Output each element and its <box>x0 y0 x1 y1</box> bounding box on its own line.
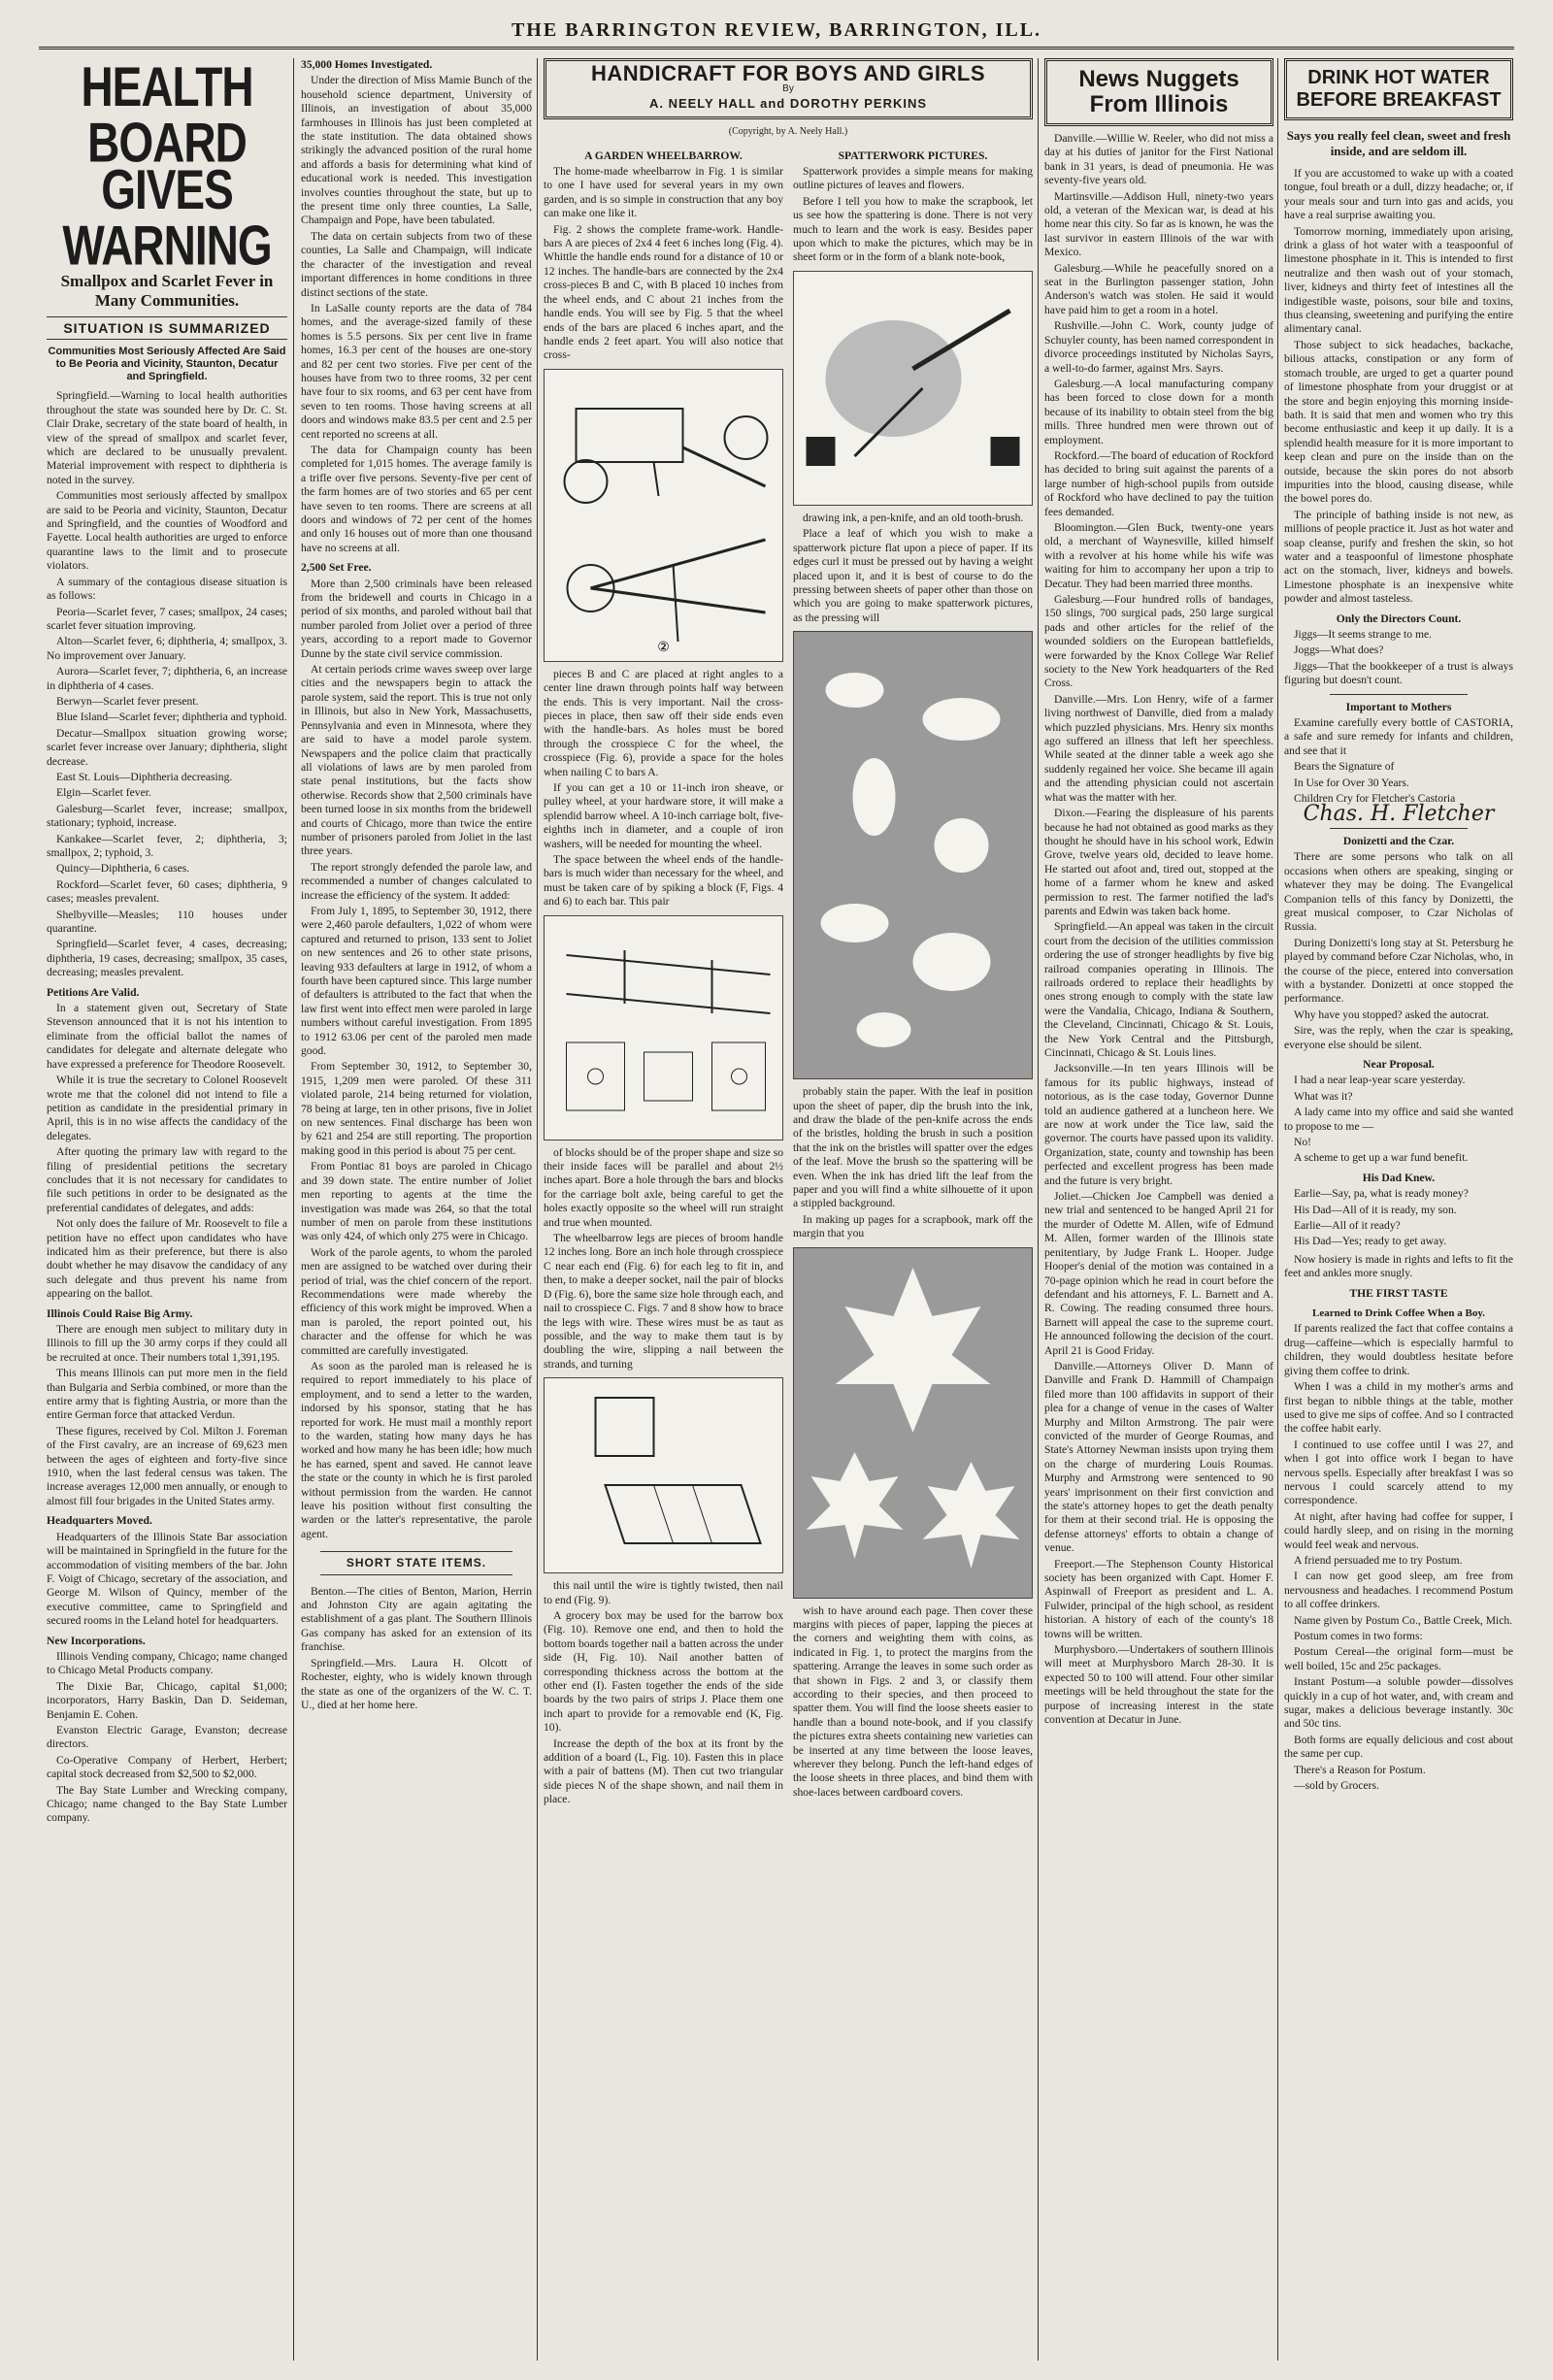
first-taste-dek: Learned to Drink Coffee When a Boy. <box>1312 1307 1485 1320</box>
paragraph: Fig. 2 shows the complete frame-work. Handle-bars A are pieces of 2x4 4 feet 6 inches long (Fig. 4). Whittle the handle ends round for a distance of 10 or 12 inches. The handle-bars are connected by the 2x4 cross-pieces B and C, with B placed 10 inches from the wheel ends, and C about 21 inches from the handle ends. You will see by Fig. 5 that the wheel ends of the bars are placed 6 inches apart, and the handle ends 2 feet apart. You will also notice that cross- <box>544 222 783 362</box>
paragraph: Instant Postum—a soluble powder—dissolves quickly in a cup of hot water, and, with cream and sugar, makes a delicious beverage instantly. 30c and 50c tins. <box>1284 1675 1513 1731</box>
paragraph: Place a leaf of which you wish to make a spatterwork picture flat upon a piece of paper. If its edges curl it must be pressed out by having a weight placed upon it, and it is best of course to do the pressing between sheets of paper other than those on which you are going to make spatterwork pictures, as the pressing will <box>793 527 1033 624</box>
column-rule <box>1038 58 1039 2361</box>
paragraph: The data on certain subjects from two of these counties, La Salle and Champaign, will indicate the character of the investigation and reveal important differences in home conditions in three distinct sections of the state. <box>301 229 532 299</box>
paragraph: Quincy—Diphtheria, 6 cases. <box>56 862 190 876</box>
paragraph: I can now get good sleep, am free from nervousness and headaches. I recommend Postum to all coffee drinkers. <box>1284 1570 1513 1611</box>
paragraph: More than 2,500 criminals have been released from the bridewell and courts in Chicago in a period of six months, and paroled without bail that number paroled from Joliet over a period of three years, according to a report made to Governor Dunne by the state civil service commission. <box>301 577 532 660</box>
paragraph: Spatterwork provides a simple means for making outline pictures of leaves and flowers. <box>793 165 1033 192</box>
paragraph: No! <box>1294 1136 1312 1148</box>
paragraph: The wheelbarrow legs are pieces of broom handle 12 inches long. Bore an inch hole through crosspiece C near each end (Fig. 6) for each leg to fit in, and then, to make a deeper socket, nail the pair of blocks D (Fig. 6), bore the same size hole through each, and nail to crosspiece C. Figs. 7 and 8 show how to brace the legs with wire. These wires must be as taut as possible, and the way to make them taut is by doubling the wire, slipping a nail between the strands, and turning <box>544 1232 783 1371</box>
paragraph: I had a near leap-year scare yesterday. <box>1294 1074 1466 1087</box>
column-health-board <box>47 58 287 2361</box>
paragraph: Alton—Scarlet fever, 6; diphtheria, 4; smallpox, 3. No improvement over January. <box>47 635 287 662</box>
handicraft-by: By <box>782 83 794 95</box>
paragraph: If you can get a 10 or 11-inch iron sheave, or pulley wheel, at your hardware store, it will make a splendid barrow wheel. A 10-inch carriage bolt, five-eighths inch in diameter, and a couple of iron washers, will be needed for mounting the wheel. <box>544 780 783 850</box>
article-body <box>1284 1074 1513 1165</box>
article-body <box>47 1650 287 1826</box>
paragraph: There's a Reason for Postum. <box>1294 1763 1426 1776</box>
article-body <box>1284 1187 1513 1249</box>
paragraph: There are enough men subject to military duty in Illinois to fill up the 30 army corps if they could all be recruited at once. Their numbers total 1,391,195. <box>47 1323 287 1364</box>
article-body <box>1284 628 1513 688</box>
paragraph: Children Cry for Fletcher's Castoria <box>1294 792 1456 806</box>
paragraph: This means Illinois can put more men in the field than Bulgaria and Serbia combined, or more than the entire army that is fighting Austria, or more than the entire German force that attacked Verdun. <box>47 1367 287 1422</box>
paragraph: Increase the depth of the box at its front by the addition of a board (L, Fig. 10). Fasten this in place with a pair of battens (M). Then cut two triangular side pieces N of the shape shown, and nail them in place. <box>544 1736 783 1806</box>
paragraph: When I was a child in my mother's arms and first began to nibble things at the table, mother used to give me sips of coffee. And so I contracted the coffee habit early. <box>1284 1380 1513 1436</box>
paragraph: Tomorrow morning, immediately upon arising, drink a glass of hot water with a teaspoonful of limestone phosphate in it. This is intended to first neutralize and then wash out of your stomach, liver, kidneys and thirty feet of intestines all the indigestible waste, poisons, sour bile and toxins, thus cleansing, sweetening and purifying the entire alimentary canal. <box>1284 224 1513 336</box>
paragraph: Rockford.—The board of education of Rockford has decided to bring suit against the parents of a large number of high-school pupils from outside of Rockford who have declined to pay the tuition fees demanded. <box>1044 448 1273 518</box>
paragraph: In a statement given out, Secretary of State Stevenson announced that it is not his intention to eliminate from the official ballot the names of candidates for delegate and alternate delegate who have expressed a preference for Theodore Roosevelt. <box>47 1002 287 1071</box>
paragraph: His Dad—Yes; ready to get away. <box>1294 1235 1447 1248</box>
paragraph: The report strongly defended the parole law, and recommended a number of changes calculated to increase the efficiency of the system. It added: <box>301 860 532 902</box>
column-drink-hot-water <box>1284 58 1513 2361</box>
handicraft-authors: A. NEELY HALL and DOROTHY PERKINS <box>648 95 928 111</box>
article-body <box>1284 167 1513 607</box>
paragraph: Communities most seriously affected by smallpox are said to be Peoria and vicinity, Staunton, Decatur and Springfield, and the counties of Woodford and Fayette. Local health authorities are urged to enforce quarantine laws to the limit and to prosecute violators. <box>47 489 287 573</box>
paragraph: Those subject to sick headaches, backache, bilious attacks, constipation or any form of stomach trouble, are urged to get a quarter pound of limestone phosphate from your druggist or at the store and begin enjoying this morning inside-bath. It is said that men and women who try this become enthusiastic and keep it up daily. It is a splendid health measure for it is more important to keep clean and pure on the inside than on the outside, because the skin pores do not absorb impurities into the blood, causing disease, while the bowel pores do. <box>1284 338 1513 506</box>
paragraph: In LaSalle county reports are the data of 784 homes, and the average-sized family of these homes is 5.5 persons. Six per cent live in frame homes, 16.3 per cent of the houses are one-story and 82 per cent two stories. Five per cent of the houses have from two to three rooms, 32 per cent have four to six rooms, and 63 per cent have from seven to ten rooms. Those having screens at all doors and windows make 83.5 per cent and 2.5 per cent reported no screens at all. <box>301 301 532 441</box>
drink-dek: Says you really feel clean, sweet and fresh inside, and are seldom ill. <box>1286 128 1511 158</box>
paragraph: Jiggs—It seems strange to me. <box>1294 628 1433 641</box>
paragraph: Peoria—Scarlet fever, 7 cases; smallpox, 24 cases; scarlet fever situation improving. <box>47 605 287 632</box>
paragraph: A grocery box may be used for the barrow box (Fig. 10). Remove one end, and then to hold the bottom boards together nail a batten across the under side (H, Fig. 10). Nail another batten of corresponding thickness across the bottom at the other end (I). Fasten together the ends of the side boards by the two pairs of strips J. Place them one inch apart to provide for a removable end (K, Fig. 10). <box>544 1608 783 1735</box>
paragraph: His Dad—All of it is ready, my son. <box>1294 1203 1457 1216</box>
paragraph: The Bay State Lumber and Wrecking company, Chicago; name changed to the Bay State Lumber company. <box>47 1783 287 1825</box>
paragraph: Examine carefully every bottle of CASTORIA, a safe and sure remedy for infants and children, and see that it <box>1284 716 1513 757</box>
paragraph: drawing ink, a pen-knife, and an old tooth-brush. <box>803 511 1024 524</box>
paragraph: In Use for Over 30 Years. <box>1294 776 1409 789</box>
column-news-nuggets <box>1044 58 1273 2361</box>
article-body <box>544 1579 783 1807</box>
column-rule <box>1277 58 1278 2361</box>
article-body <box>47 1323 287 1508</box>
drink-title-line-1: DRINK HOT WATER <box>1307 67 1490 88</box>
paragraph: Co-Operative Company of Herbert, Herbert; capital stock decreased from $2,500 to $2,000. <box>47 1753 287 1781</box>
paragraph: East St. Louis—Diphtheria decreasing. <box>56 770 233 783</box>
paragraph: Both forms are equally delicious and cost about the same per cup. <box>1284 1733 1513 1761</box>
barrow-box-figure <box>544 1377 783 1573</box>
wheelbarrow-article <box>544 144 783 1809</box>
paragraph: Kankakee—Scarlet fever, 2; diphtheria, 3; smallpox, 2; typhoid, 3. <box>47 832 287 859</box>
article-body <box>793 512 1033 625</box>
paragraph: Berwyn—Scarlet fever present. <box>56 694 199 708</box>
column-rule <box>293 58 294 2361</box>
paragraph: Blue Island—Scarlet fever; diphtheria and typhoid. <box>56 711 287 724</box>
drink-title-line-2: BEFORE BREAKFAST <box>1296 89 1502 111</box>
paragraph: pieces B and C are placed at right angles to a center line drawn through points half way between the ends. This is very important. Nail the cross-pieces in place, then saw off their side ends even with the handle-bars. As holes must be bored through the crosspiece C for the wheel, the crosspiece (Fig. 6), provide a space for the holes when nailing C to bars A. <box>544 667 783 778</box>
paragraph: If you are accustomed to wake up with a coated tongue, foul breath or a dull, dizzy headache; or, if your meals sour and turn into gas and acids, you have a real surprise awaiting you. <box>1284 167 1513 222</box>
paragraph: There are some persons who talk on all occasions when others are speaking, singing or whatever they may be doing. The Evangelical Companion tells of this fancy by Donizetti, the great musical composer, to Czar Nicholas of Russia. <box>1284 850 1513 934</box>
paragraph: While it is true the secretary to Colonel Roosevelt wrote me that the colonel did not intend to file a petition as candidate in the presidential primary in April, this is in no wise affects the candidacy of the delegates. <box>47 1074 287 1142</box>
subhead-directors: Only the Directors Count. <box>1336 612 1462 625</box>
handicraft-title: HANDICRAFT FOR BOYS AND GIRLS <box>590 61 985 85</box>
headline-banner: SITUATION IS SUMMARIZED <box>47 316 287 340</box>
paragraph: Rockford—Scarlet fever, 60 cases; diphtheria, 9 cases; measles prevalent. <box>47 877 287 906</box>
divider <box>1330 694 1468 695</box>
article-body <box>544 668 783 909</box>
paragraph: Benton.—The cities of Benton, Marion, Herrin and Johnston City are again agitating the establishment of a gas plant. The Southern Illinois Gas company has asked for an extension of its franchise. <box>301 1584 532 1654</box>
paragraph: I continued to use coffee until I was 27, and when I got into office work I began to have nervous spells. Especially after breakfast I was so nervous I could scarcely attend to my correspondence. <box>1284 1438 1513 1507</box>
paragraph: Springfield.—Warning to local health authorities throughout the state was sounded here by Dr. C. St. Clair Drake, secretary of the state board of health, in view of the spread of smallpox and scarlet fever, which are declared to be unusually prevalent. Material improvement with respect to diphtheria is noted in the survey. <box>47 389 287 486</box>
paragraph: Earlie—All of it ready? <box>1294 1219 1401 1233</box>
paragraph: Why have you stopped? asked the autocrat. <box>1294 1008 1490 1021</box>
subhead-short-items: SHORT STATE ITEMS. <box>320 1551 512 1574</box>
subhead-petitions: Petitions Are Valid. <box>47 985 140 999</box>
spatterwork-article <box>793 144 1033 1809</box>
paragraph: Not only does the failure of Mr. Roosevelt to file a petition have no effect upon candidates who have indicated him as their preference, but there is also doubt whether he may disavow the candidacy of any such delegate and thus prevent his name from appearing on the ballot. <box>47 1217 287 1301</box>
spatterwork-figure-2 <box>793 631 1033 1079</box>
paragraph: During Donizetti's long stay at St. Petersburg he played by command before Czar Nicholas, who, in the course of the piece, entered into conversation with a bystander. Donizetti at once stopped the performance. <box>1284 936 1513 1006</box>
column-handicraft <box>544 58 1033 2361</box>
paragraph: this nail until the wire is tightly twisted, then nail to end (Fig. 9). <box>544 1579 783 1606</box>
paragraph: Danville.—Willie W. Reeler, who did not miss a day at his duties of janitor for the First National bank in 31 years, is dead of pneumonia. He was seventy-five years old. <box>1044 132 1273 187</box>
paragraph: Sire, was the reply, when the czar is speaking, everyone else should be silent. <box>1284 1024 1513 1051</box>
paragraph: Galesburg.—A local manufacturing company has been forced to close down for a month because of its inability to obtain steel from the big mills. Three hundred men were thrown out of employment. <box>1044 377 1273 446</box>
paragraph: Springfield.—An appeal was taken in the circuit court from the decision of the utilities commission ordering the use of stronger headlights by five big railroad companies operating in Illinois. The railroads ordered to replace their headlights by ones strong enough to comply with the state law were the Vandalia, Chicago, Indiana & Southern, the Cleveland, Cincinnati, Chicago & St. Louis, the New York Central and the Pittsburgh, Cincinnati, Chicago & St. Louis lines. <box>1044 920 1273 1059</box>
spatterwork-title: SPATTERWORK PICTURES. <box>838 149 988 162</box>
paragraph: At night, after having had coffee for supper, I could hardly sleep, and on rising in the morning would feel weak and nervous. <box>1284 1509 1513 1551</box>
subhead-dad: His Dad Knew. <box>1362 1171 1436 1184</box>
paragraph: Danville.—Attorneys Oliver D. Mann of Danville and Frank D. Hammill of Champaign filed more than 100 affidavits in support of their plea for a change of venue in the cases of Walter Murphy and Milton Armstrong. The pair were convicted of the murder of George Roumas, and State's Attorney Newman insists upon trying them on the charge of murdering Louis Roumas. Murphy and Armstrong were sentenced to 90 years' imprisonment on their first conviction and the state's attorney hopes to get the death penalty for them at their second trial. He is opposing the defense attorneys' efforts to obtain a change of venue. <box>1044 1359 1273 1555</box>
paragraph: These figures, received by Col. Milton J. Foreman of the First cavalry, are an increase of 69,623 men between the ages of eighteen and forty-five since 1910, when the last federal census was taken. The increase averages 12,000 men annually, or enough to almost fill four brigades in the United States army. <box>47 1424 287 1507</box>
article-body <box>1044 132 1273 1728</box>
paragraph: The home-made wheelbarrow in Fig. 1 is similar to one I have used for several years in my own garden, and is so simple in construction that any boy can make one like it. <box>544 165 783 220</box>
paragraph: Dixon.—Fearing the displeasure of his parents because he had not obtained as good marks as they thought he should have in his school work, Edwin Grove, twelve years old, decided to leave home. He started out afoot and, tired out, stopped at the home of a farmer whom he knew and asked permission to rest. The farmer notified the lad's parents and Edwin was taken back home. <box>1044 807 1273 917</box>
article-body <box>301 74 532 555</box>
paragraph: Earlie—Say, pa, what is ready money? <box>1294 1187 1469 1201</box>
paragraph: The space between the wheel ends of the handle-bars is much wider than necessary for the wheel, and must be taken care of by spiking a block (F, Figs. 4 and 6) to each bar. This pair <box>544 853 783 909</box>
subhead-mothers: Important to Mothers <box>1345 700 1452 713</box>
paragraph: Postum Cereal—the original form—must be well boiled, 15c and 25c packages. <box>1284 1645 1513 1672</box>
paragraph: The Dixie Bar, Chicago, capital $1,000; incorporators, Harry Baskin, Dan D. Seideman, Benjamin E. Cohen. <box>47 1679 287 1721</box>
paragraph: Martinsville.—Addison Hull, ninety-two years old, a veteran of the Mexican war, is dead at his home near this city. So far as is known, he was the last survivor in eastern Illinois of the war with Mexico. <box>1044 189 1273 259</box>
leaf-silhouettes <box>794 632 1032 1078</box>
subhead-incorporations: New Incorporations. <box>47 1634 146 1647</box>
paragraph: Elgin—Scarlet fever. <box>56 786 151 800</box>
divider <box>1330 828 1468 829</box>
wheelbarrow-title: A GARDEN WHEELBARROW. <box>584 149 743 162</box>
svg-text:②: ② <box>657 638 670 654</box>
paragraph: of blocks should be of the proper shape and size so their inside faces will be parallel and about 2½ inches apart. Bore a hole through the bars and blocks for the carriage bolt axle, being careful to get the holes exactly opposite so the wheel will run straight and true when mounted. <box>544 1145 783 1229</box>
drink-title-box <box>1284 58 1513 120</box>
column-homes-investigated <box>301 58 532 2361</box>
paragraph: As soon as the paroled man is released he is required to report immediately to his place of employment, and to send a letter to the warden, indorsed by his sponsor, stating that he has reported for work. He must mail a monthly report to the warden, stating how many days he has worked and how many he has been idle; how much he has earned, spent and saved. He cannot leave the state or the county in which he is first paroled without permission from the warden. He cannot leave his position without first consulting the warden or the latter's representative, the parole agent. <box>301 1359 532 1540</box>
paragraph: Springfield—Scarlet fever, 4 cases, decreasing; diphtheria, 19 cases, decreasing; smallpox, 35 cases, decreasing; measles prevalent. <box>47 938 287 979</box>
paragraph: —sold by Grocers. <box>1294 1779 1379 1793</box>
paragraph: Bears the Signature of <box>1294 760 1395 774</box>
subhead-proposal: Near Proposal. <box>1363 1057 1435 1071</box>
paragraph: At certain periods crime waves sweep over large cities and the newspapers begin to attack the parole system, said the report. This is true not only in Illinois, but also in New York, Massachusetts, Pennsylvania and even in Minnesota, where they are said to have a model parole system. Newspapers and the police claim that practically all violations of laws are by men paroled from state penal institutions, but the facts show otherwise. Records show that 2,500 criminals have been turned loose in six months from the bridewell and courts of Chicago, more than twice the entire number of prisoners paroled from Joliet in the last three years. <box>301 663 532 858</box>
paragraph: From Pontiac 81 boys are paroled in Chicago and 39 down state. The entire number of Joliet men reporting to agents at the time the investigation was made was 264, so that the total number of men on parole from these institutions was only 424, of which only 275 were in Chicago. <box>301 1160 532 1243</box>
paragraph: Headquarters of the Illinois State Bar association will be maintained in Springfield in the future for the accommodation of visiting members of the bar. John F. Voigt of Chicago, secretary of the association, and George M. Wilson of Quincy, member of the executive committee, came to Springfield and secured rooms in the Leland hotel for headquarters. <box>47 1530 287 1628</box>
article-body <box>793 165 1033 265</box>
paragraph: Joliet.—Chicken Joe Campbell was denied a new trial and sentenced to be hanged April 21 for the murder of Odette M. Allen, wife of Edmund M. Allen, former warden of the Illinois state penitentiary, by Judge Frank L. Hooper. Judge Hooper's denial of the motion was contained in a 70-page opinion which he read in court before the defendant and his attorneys, F. L. Barnett and A. R. Cowing. The reading consumed three hours. Barnett will appeal the case to the supreme court. He announced following the decision of the court. April 21 is Good Friday. <box>1044 1190 1273 1357</box>
headline-subdek: Communities Most Seriously Affected Are Said to Be Peoria and Vicinity, Staunton, Decatur and Springfield. <box>48 346 286 383</box>
paragraph: Jiggs—That the bookkeeper of a trust is always figuring but doesn't count. <box>1284 659 1513 687</box>
paragraph: Work of the parole agents, to whom the paroled men are assigned to be watched over during their period of trial, was the chief concern of the report. Recommendations were made whereby the efficiency of this work might be improved. When a man is paroled, the report pointed out, his character and the offense for which he was committed are carefully investigated. <box>301 1245 532 1357</box>
subhead-homes: 35,000 Homes Investigated. <box>301 58 433 71</box>
subhead-donizetti: Donizetti and the Czar. <box>1342 834 1455 847</box>
copyright-line: (Copyright, by A. Neely Hall.) <box>728 126 848 138</box>
article-body <box>301 1585 532 1713</box>
paragraph: Aurora—Scarlet fever, 7; diphtheria, 6, an increase in diphtheria of 4 cases. <box>47 665 287 692</box>
spatter-brush-illustration <box>794 272 1032 505</box>
paragraph: After quoting the primary law with regard to the filing of presidential petitions the secretary concludes that it is not necessary for candidates to file such petitions in order to be designated as the preferential candidates of delegates, and adds: <box>47 1145 287 1214</box>
paragraph: Galesburg.—While he peacefully snored on a seat in the Burlington passenger station, John Anderson's watch was stolen. He said it would have paid him to get a room in a hotel. <box>1044 261 1273 316</box>
masthead: THE BARRINGTON REVIEW, BARRINGTON, ILL. <box>39 14 1514 50</box>
paragraph: Bloomington.—Glen Buck, twenty-one years old, a merchant of Waynesville, killed himself with a revolver at his home while his wife was waiting for him to accompany her upon a trip to Decatur. They had been married three months. <box>1044 520 1273 590</box>
paragraph: wish to have around each page. Then cover these margins with pieces of paper, lapping the pieces at the corners and weighting them with coins, as indicated in Fig. 1, to protect the margins from the spattering. Arrange the leaves in some such order as that shown in Figs. 2 and 3, or classify them according to their species, and then proceed to spatter them. You will find the loose sheets easier to handle than a bound note-book, and if you classify the pictures extra sheets containing new varieties can be inserted at any time between the loose leaves, wherever they belong. Punch the left-hand edges of the loose sheets in three places, and bind them with shoe-laces between cardboard covers. <box>793 1603 1033 1799</box>
spatterwork-figure-3 <box>793 1247 1033 1599</box>
paragraph: Joggs—What does? <box>1294 644 1384 657</box>
spatterwork-figure-1 <box>793 271 1033 506</box>
article-body <box>47 389 287 979</box>
paragraph: Evanston Electric Garage, Evanston; decrease directors. <box>47 1723 287 1751</box>
nuggets-title-line-2: From Illinois <box>1089 91 1229 117</box>
headline-line-2: GIVES WARNING <box>62 157 272 277</box>
paragraph: If parents realized the fact that coffee contains a drug—caffeine—which is especially harmful to children, they would doubtless hesitate before giving them coffee to drink. <box>1284 1322 1513 1377</box>
paragraph: Under the direction of Miss Mamie Bunch of the household science department, University of Illinois, an investigation of about 35,000 farmhouses in Illinois has just been completed at the state institution. The data obtained shows strikingly the advanced position of the rural home and affords a basis for determining what kind of educational work is needed. This investigation involves counties throughout the state, but up to the present time only three counties, La Salle, Champaign and Pope, have been tabulated. <box>301 74 532 227</box>
column-rule <box>537 58 538 2361</box>
article-body <box>544 165 783 363</box>
article-body <box>1284 1322 1513 1793</box>
castoria-ad-body <box>1284 716 1513 806</box>
barrow-box-diagram <box>545 1378 782 1572</box>
nuggets-title-line-1: News Nuggets <box>1078 66 1239 92</box>
paragraph: In making up pages for a scrapbook, mark off the margin that you <box>793 1212 1033 1240</box>
subhead-set-free: 2,500 Set Free. <box>301 561 372 575</box>
paragraph: A friend persuaded me to try Postum. <box>1294 1553 1463 1567</box>
wheelbarrow-illustration <box>545 370 782 661</box>
paragraph: Danville.—Mrs. Lon Henry, wife of a farmer living northwest of Danville, died from a malady which puzzled physicians. Mrs. Henry six months ago suffered an illness that left her speechless. While seated at the dinner table a week ago she suddenly regained her voice. She became ill again and the attending physician could not ascertain what was the matter with her. <box>1044 692 1273 804</box>
article-body <box>1284 850 1513 1052</box>
paragraph: Decatur—Smallpox situation growing worse; scarlet fever increase over January; diphtheria, slight decrease. <box>47 726 287 768</box>
paragraph: Freeport.—The Stephenson County Historical society has been organized with Capt. Homer F. Aspinwall of Freeport as president and L. A. Fulwider, principal of the high school, as resident historian. A history of each of the county's 18 towns will be written. <box>1044 1557 1273 1640</box>
nuggets-title-box <box>1044 58 1273 126</box>
subhead-army: Illinois Could Raise Big Army. <box>47 1306 193 1320</box>
paragraph: Murphysboro.—Undertakers of southern Illinois will meet at Murphysboro March 28-30. It is expected 50 to 100 will attend. Four other similar meetings will be held throughout the state for the purpose of increasing interest in the state convention at Decatur in June. <box>1044 1643 1273 1727</box>
wheelbarrow-figure-2 <box>544 915 783 1140</box>
headline-dek: Smallpox and Scarlet Fever in Many Communities. <box>60 272 274 310</box>
paragraph: The data for Champaign county has been completed for 1,015 homes. The average family is a trifle over five persons. Seventy-five per cent of the farm homes are of two stories and 65 per cent have seven to ten rooms. There are screens at all doors and windows of 72 per cent of the homes and only 16 houses out of more than one thousand have no screens at all. <box>301 443 532 554</box>
article-body <box>793 1604 1033 1801</box>
paragraph: Illinois Vending company, Chicago; name changed to Chicago Metal Products company. <box>47 1649 287 1677</box>
handicraft-title-box <box>544 58 1033 119</box>
article-body <box>793 1085 1033 1240</box>
paragraph: What was it? <box>1294 1089 1353 1103</box>
paragraph: Springfield.—Mrs. Laura H. Olcott of Rochester, eighty, who is widely known through the state as one of the organizers of the W. C. T. U., died at her home here. <box>301 1656 532 1711</box>
paragraph: Jacksonville.—In ten years Illinois will be famous for its public highways, instead of notorious, as is the case today, Governor Dunne told an audience gathered at a luncheon here. We are now at work under the Tice law, said the governor. The courts have passed upon its validity. Organization, state, county and township has been perfected and excellent progress has been made and the future is very bright. <box>1044 1062 1273 1187</box>
paragraph: A summary of the contagious disease situation is as follows: <box>47 575 287 603</box>
subhead-first-taste: THE FIRST TASTE <box>1349 1286 1448 1300</box>
paragraph: The principle of bathing inside is not new, as millions of people practice it. Just as hot water and soap cleanse, purify and freshen the skin, so hot water and a teaspoonful of limestone phosphate act on the stomach, liver, kidneys and bowels. Limestone phosphate is an inexpensive white powder and almost tasteless. <box>1284 508 1513 606</box>
paragraph: Shelbyville—Measles; 110 houses under quarantine. <box>47 908 287 936</box>
paragraph: From July 1, 1895, to September 30, 1912, there were 2,460 parole defaulters, 1,022 of whom were captured and returned to prison, 133 sent to Joliet on new sentences and 26 to other state prisons, leaving 933 defaulters at large in 1912, of whom a fourth have been captured since. This large number of defaulters is attributed to the fact that when the law first went into effect men were paroled in large numbers without careful investigation. From 1895 to 1912 63.06 per cent of the paroled men made good. <box>301 904 532 1058</box>
paragraph: A scheme to get up a war fund benefit. <box>1294 1151 1469 1165</box>
paragraph: From September 30, 1912, to September 30, 1915, 1,209 men were paroled. Of these 311 violated parole, 214 being returned for violation, 78 being at large, ten in other prisons, five in Joliet on new sentences. Final discharge has been won by 621 and 254 are still reporting. The proportion making good in this period is about 75 per cent. <box>301 1060 532 1157</box>
paragraph: Name given by Postum Co., Battle Creek, Mich. <box>1294 1613 1513 1627</box>
filler-line: Now hosiery is made in rights and lefts to fit the feet and ankles more snugly. <box>1284 1252 1513 1280</box>
paragraph: probably stain the paper. With the leaf in position upon the sheet of paper, dip the brush into the ink, and draw the blade of the pen-knife across the ends of the bristles, holding the brush in such a position that the ink on the bristles will spatter over the edges of the leaf. Move the brush so the spattering will be even. When the ink has dried lift the leaf from the paper and you will find a white silhouette of it upon a stippled background. <box>793 1085 1033 1210</box>
fletcher-signature: Chas. H. Fletcher <box>1303 802 1495 827</box>
article-body <box>544 1146 783 1372</box>
paragraph: Before I tell you how to make the scrapbook, let us see how the spattering is done. There is not very much to learn and the work is easy. Besides paper upon which to make the pictures, which may be in sheet form or in the form of a blank note-book, <box>793 194 1033 264</box>
paragraph: Galesburg.—Four hundred rolls of bandages, 150 slings, 700 surgical pads, 250 large surgical pads and other articles for the relief of the wounded soldiers on the European battlefields, were forwarded by the Knox College War Relief society to the New York headquarters of the Red Cross. <box>1044 593 1273 690</box>
frame-diagram <box>545 916 782 1140</box>
paragraph: Rushville.—John C. Work, county judge of Schuyler county, has been named correspondent in divorce proceedings instituted by Nicholas Sayrs, a well-to-do farmer, against Mrs. Sayrs. <box>1044 319 1273 375</box>
wheelbarrow-figure-1 <box>544 369 783 662</box>
maple-leaf-silhouettes <box>794 1248 1032 1598</box>
article-body <box>301 578 532 1542</box>
article-body <box>47 1002 287 1302</box>
subhead-headquarters: Headquarters Moved. <box>47 1514 152 1528</box>
paragraph: A lady came into my office and said she wanted to propose to me — <box>1284 1106 1513 1133</box>
article-body <box>47 1531 287 1629</box>
paragraph: Postum comes in two forms: <box>1294 1630 1423 1642</box>
headline-line-1: HEALTH BOARD <box>81 58 253 174</box>
paragraph: Galesburg—Scarlet fever, increase; smallpox, stationary; typhoid, increase. <box>47 802 287 830</box>
